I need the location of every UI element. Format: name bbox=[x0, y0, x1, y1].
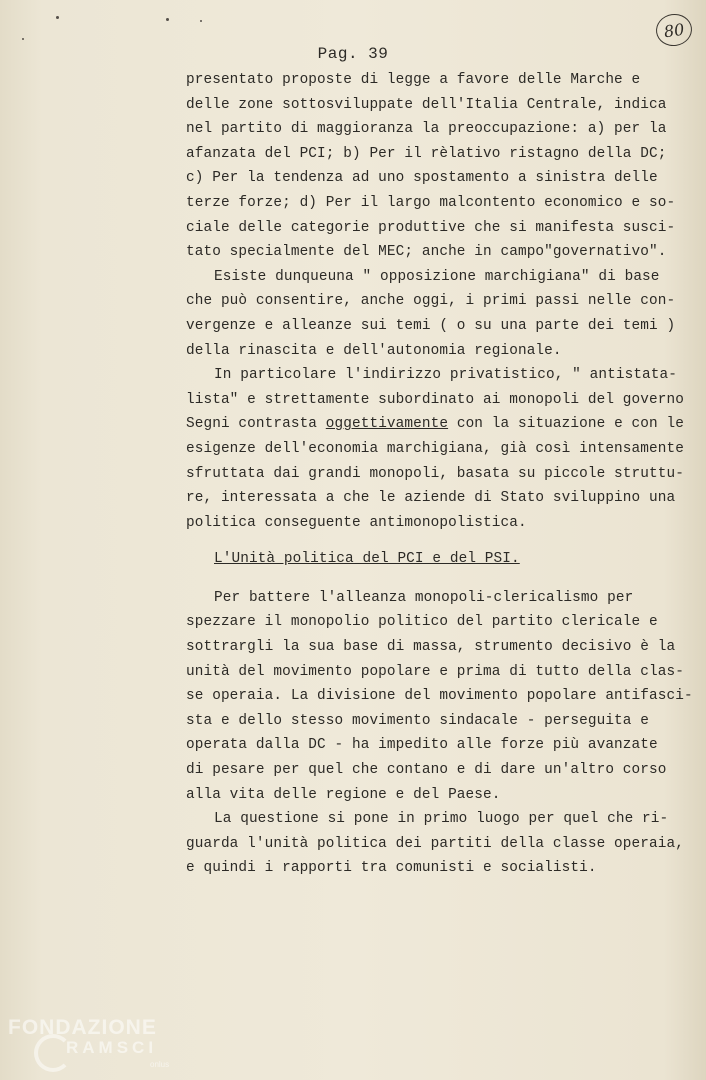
text-line: spezzare il monopolio politico del partito clericale e bbox=[186, 614, 658, 631]
typewritten-body bbox=[186, 68, 693, 881]
text-segment: Segni contrasta bbox=[186, 416, 326, 433]
text-line bbox=[186, 412, 684, 437]
text-line: e quindi i rapporti tra comunisti e socialisti. bbox=[186, 860, 597, 877]
text-line: alla vita delle regione e del Paese. bbox=[186, 786, 501, 803]
watermark-line-1: FONDAZIONE bbox=[8, 1016, 157, 1039]
text-segment: con la situazione e con le bbox=[448, 416, 684, 433]
text-line: esigenze dell'economia marchigiana, già così intensamente bbox=[186, 440, 684, 457]
paper-speck bbox=[200, 20, 202, 22]
paper-speck bbox=[166, 18, 169, 21]
text-line: Esiste dunqueuna " opposizione marchigiana" di base bbox=[214, 268, 660, 285]
text-line: lista" e strettamente subordinato ai monopoli del governo bbox=[186, 391, 684, 408]
text-line: ciale delle categorie produttive che si manifesta susci- bbox=[186, 219, 676, 236]
paragraph-3 bbox=[186, 363, 684, 535]
text-line: sta e dello stesso movimento sindacale - perseguita e bbox=[186, 712, 649, 729]
text-line: c) Per la tendenza ad uno spostamento a sinistra delle bbox=[186, 170, 658, 187]
text-line: se operaia. La divisione del movimento popolare antifasci- bbox=[186, 688, 693, 705]
text-line: La questione si pone in primo luogo per quel che ri- bbox=[214, 811, 669, 828]
text-line: presentato proposte di legge a favore delle Marche e bbox=[186, 72, 641, 88]
paragraph-5 bbox=[186, 807, 684, 881]
watermark-g-logo-icon bbox=[34, 1034, 72, 1072]
text-line: tato specialmente del MEC; anche in campo"governativo". bbox=[186, 244, 667, 261]
text-line: afanzata del PCI; b) Per il rèlativo ristagno della DC; bbox=[186, 145, 667, 162]
folio-number: 80 bbox=[654, 12, 694, 49]
text-line: operata dalla DC - ha impedito alle forze più avanzate bbox=[186, 737, 658, 754]
text-line: politica conseguente antimonopolistica. bbox=[186, 514, 527, 531]
text-line: di pesare per quel che contano e di dare un'altro corso bbox=[186, 762, 667, 779]
paragraph-4 bbox=[186, 586, 693, 807]
paper-speck bbox=[22, 38, 24, 40]
underlined-word: oggettivamente bbox=[325, 416, 449, 433]
watermark-line-2: RAMSCI bbox=[66, 1038, 158, 1057]
text-line: nel partito di maggioranza la preoccupazione: a) per la bbox=[186, 121, 667, 138]
text-line: guarda l'unità politica dei partiti della classe operaia, bbox=[186, 835, 684, 852]
page-number: Pag. 39 bbox=[317, 45, 389, 63]
text-line: unità del movimento popolare e prima di tutto della clas- bbox=[186, 663, 684, 680]
paragraph-1 bbox=[186, 68, 676, 265]
section-heading: L'Unità politica del PCI e del PSI. bbox=[214, 551, 520, 568]
text-line: Per battere l'alleanza monopoli-clericalismo per bbox=[214, 589, 634, 606]
text-line: In particolare l'indirizzo privatistico, " antistata- bbox=[214, 367, 677, 384]
text-line: delle zone sottosviluppate dell'Italia Centrale, indica bbox=[186, 96, 667, 113]
text-line: sottrargli la sua base di massa, strumento decisivo è la bbox=[186, 639, 676, 656]
text-line: terze forze; d) Per il largo malcontento economico e so- bbox=[186, 194, 676, 211]
paper-speck bbox=[56, 16, 59, 19]
text-line: sfruttata dai grandi monopoli, basata su piccole struttu- bbox=[186, 465, 684, 482]
fondazione-gramsci-watermark bbox=[8, 1016, 170, 1069]
paragraph-2 bbox=[186, 265, 676, 363]
text-line: re, interessata a che le aziende di Stato sviluppino una bbox=[186, 490, 676, 507]
text-line: che può consentire, anche oggi, i primi passi nelle con- bbox=[186, 293, 676, 310]
text-line: della rinascita e dell'autonomia regionale. bbox=[186, 342, 562, 359]
watermark-line-3: onlus bbox=[150, 1060, 170, 1069]
text-line: vergenze e alleanze sui temi ( o su una parte dei temi ) bbox=[186, 317, 676, 334]
